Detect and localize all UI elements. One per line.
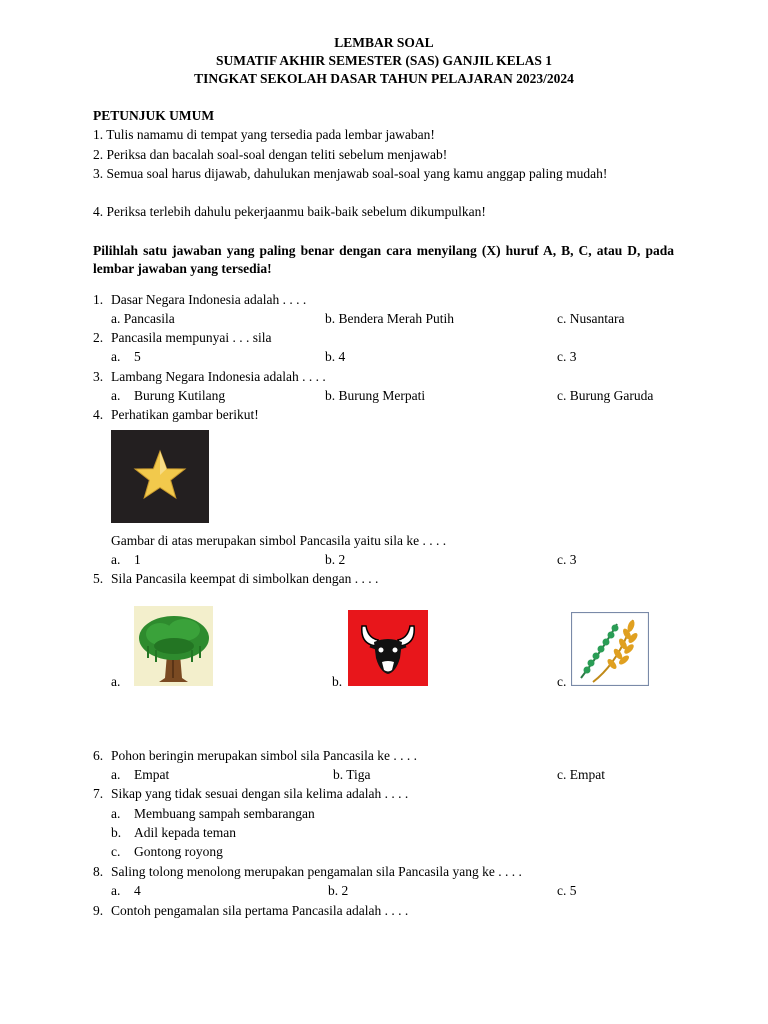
question-text: Saling tolong menolong merupakan pengamalan sila Pancasila yang ke . . . . xyxy=(111,864,522,879)
option-a: Empat xyxy=(134,767,170,782)
star-symbol-image xyxy=(111,430,209,523)
question-number: 2. xyxy=(93,330,104,345)
question-number: 8. xyxy=(93,864,104,879)
option-a-letter: a. xyxy=(111,349,121,364)
question-number: 9. xyxy=(93,903,104,918)
question-caption: Gambar di atas merupakan simbol Pancasila yaitu sila ke . . . . xyxy=(111,533,447,548)
question-number: 4. xyxy=(93,407,104,422)
bull-head-image xyxy=(348,610,428,686)
option-b: b. 2 xyxy=(328,883,349,898)
option-a: Burung Kutilang xyxy=(134,388,226,403)
option-b: b. Tiga xyxy=(333,767,371,782)
option-b: b. 4 xyxy=(325,349,346,364)
option-a-letter: a. xyxy=(111,767,121,782)
option-a: 5 xyxy=(134,349,141,364)
question-number: 6. xyxy=(93,748,104,763)
question-text: Pohon beringin merupakan simbol sila Pancasila ke . . . . xyxy=(111,748,417,763)
header-subtitle: SUMATIF AKHIR SEMESTER (SAS) GANJIL KELAS 1 xyxy=(215,53,553,68)
rice-cotton-image xyxy=(571,612,649,686)
option-c: c. Nusantara xyxy=(557,311,625,326)
question-number: 3. xyxy=(93,369,104,384)
option-a: 4 xyxy=(134,883,141,898)
option-a: a. Pancasila xyxy=(111,311,175,326)
task-instruction: Pilihlah satu jawaban yang paling benar dengan cara menyilang (X) huruf A, B, C, atau D, pada lembar jawaban yang tersedia! xyxy=(93,243,674,276)
option-a-letter: a. xyxy=(111,388,121,403)
header-year: TINGKAT SEKOLAH DASAR TAHUN PELAJARAN 2023/2024 xyxy=(194,71,574,86)
option-c-letter: c. xyxy=(557,674,567,689)
option-c: Gontong royong xyxy=(134,844,223,859)
question-text: Sikap yang tidak sesuai dengan sila kelima adalah . . . . xyxy=(111,786,409,801)
rice-cotton-icon xyxy=(571,612,649,686)
banyan-tree-image xyxy=(134,606,213,686)
instruction-item: 1. Tulis namamu di tempat yang tersedia pada lembar jawaban! xyxy=(93,127,435,142)
question-text: Perhatikan gambar berikut! xyxy=(111,407,259,422)
option-b: b. 2 xyxy=(325,552,346,567)
question-text: Dasar Negara Indonesia adalah . . . . xyxy=(111,292,307,307)
option-a-letter: a. xyxy=(111,883,121,898)
question-text: Lambang Negara Indonesia adalah . . . . xyxy=(111,369,326,384)
question-text: Sila Pancasila keempat di simbolkan dengan . . . . xyxy=(111,571,379,586)
option-b: Adil kepada teman xyxy=(134,825,236,840)
banyan-tree-icon xyxy=(134,606,213,686)
option-b: b. Bendera Merah Putih xyxy=(325,311,454,326)
option-b: b. Burung Merpati xyxy=(325,388,426,403)
option-c: c. 3 xyxy=(557,349,577,364)
instructions-heading: PETUNJUK UMUM xyxy=(93,108,215,123)
header-title: LEMBAR SOAL xyxy=(334,35,434,50)
option-c: c. Burung Garuda xyxy=(557,388,654,403)
option-c: c. 3 xyxy=(557,552,577,567)
option-a: Membuang sampah sembarangan xyxy=(134,806,315,821)
option-b-letter: b. xyxy=(111,825,122,840)
option-a-letter: a. xyxy=(111,674,121,689)
question-text: Pancasila mempunyai . . . sila xyxy=(111,330,272,345)
option-c: c. Empat xyxy=(557,767,605,782)
question-number: 7. xyxy=(93,786,104,801)
question-number: 1. xyxy=(93,292,104,307)
question-text: Contoh pengamalan sila pertama Pancasila adalah . . . . xyxy=(111,903,409,918)
star-icon xyxy=(111,430,209,523)
bull-head-icon xyxy=(348,610,428,686)
option-b-letter: b. xyxy=(332,674,343,689)
option-c-letter: c. xyxy=(111,844,121,859)
option-c: c. 5 xyxy=(557,883,577,898)
option-a: 1 xyxy=(134,552,141,567)
option-a-letter: a. xyxy=(111,806,121,821)
instruction-item: 4. Periksa terlebih dahulu pekerjaanmu baik-baik sebelum dikumpulkan! xyxy=(93,204,486,219)
instruction-item: 3. Semua soal harus dijawab, dahulukan menjawab soal-soal yang kamu anggap paling mudah! xyxy=(93,166,608,181)
instruction-item: 2. Periksa dan bacalah soal-soal dengan teliti sebelum menjawab! xyxy=(93,147,448,162)
option-a-letter: a. xyxy=(111,552,121,567)
question-number: 5. xyxy=(93,571,104,586)
